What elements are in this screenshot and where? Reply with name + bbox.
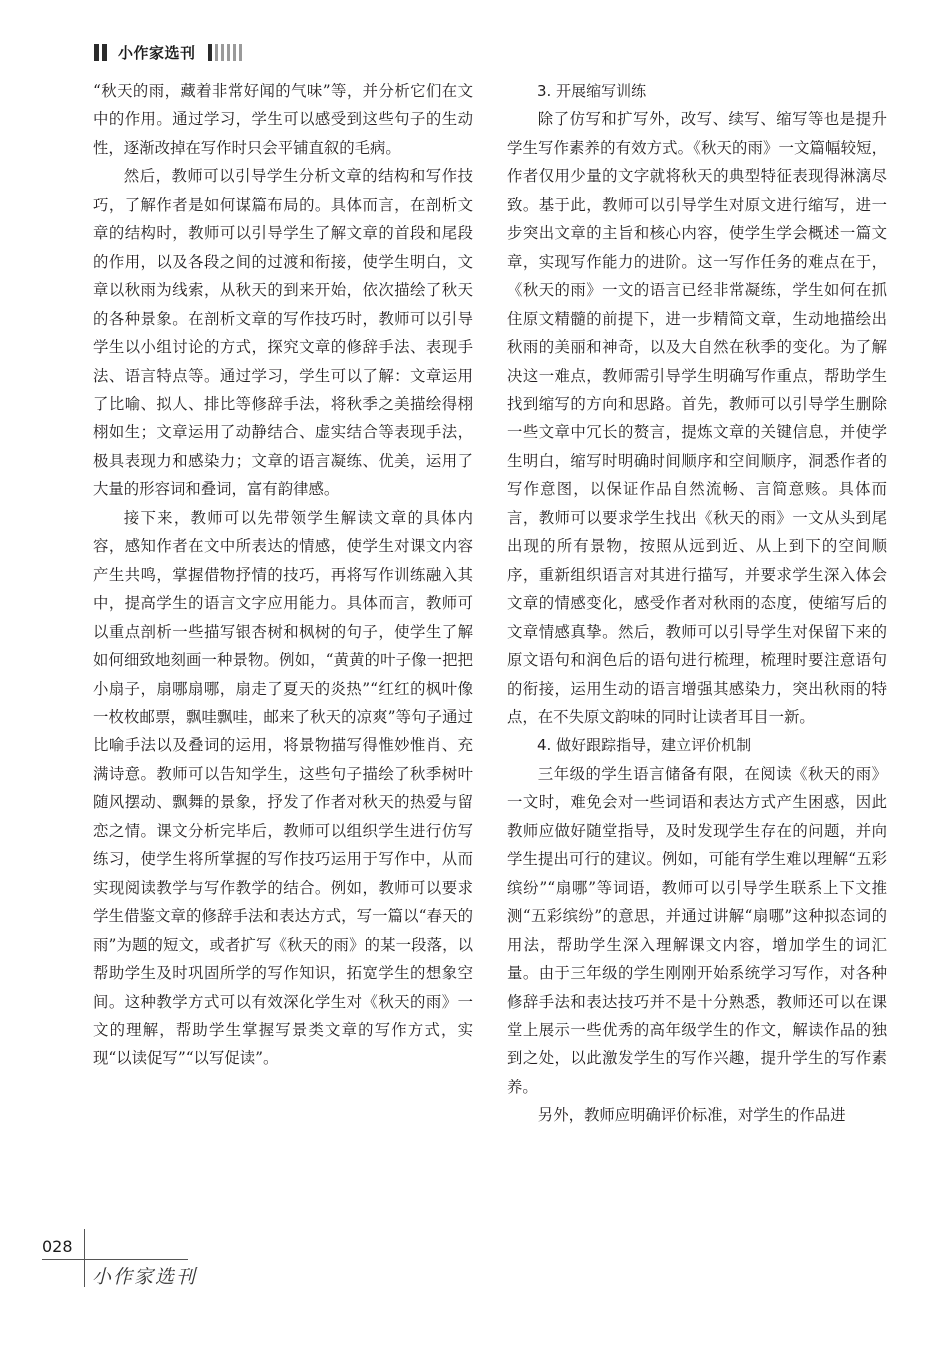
page-number: 028 <box>42 1237 73 1256</box>
paragraph: 三年级的学生语言储备有限，在阅读《秋天的雨》一文时，难免会对一些词语和表达方式产生困惑，因此教师应做好随堂指导，及时发现学生存在的问题，并向学生提出可行的建议。例如，可能有学生难以理解“五彩缤纷”“扇哪”等词语，教师可以引导学生联系上下文推测“五彩缤纷”的意思，并通过讲解“扇哪”这种拟态词的用法，帮助学生深入理解课文内容，增加学生的词汇量。由于三年级的学生刚刚开始系统学习写作，对各种修辞手法和表达技巧并不是十分熟悉，教师还可以在课堂上展示一些优秀的高年级学生的作文，解读作品的独到之处，以此激发学生的写作兴趣，提升学生的写作素养。 <box>507 764 887 1096</box>
paragraph: 然后，教师可以引导学生分析文章的结构和写作技巧，了解作者是如何谋篇布局的。具体而言，在剖析文章的结构时，教师可以引导学生了解文章的首段和尾段的作用，以及各段之间的过渡和衔接，使学生明白，文章以秋雨为线索，从秋天的到来开始，依次描绘了秋天的各种景象。在剖析文章的写作技巧时，教师可以引导学生以小组讨论的方式，探究文章的修辞手法、表现手法、语言特点等。通过学习，学生可以了解：文章运用了比喻、拟人、排比等修辞手法，将秋季之美描绘得栩栩如生；文章运用了动静结合、虚实结合等表现手法，极具表现力和感染力；文章的语言凝练、优美，运用了大量的形容词和叠词，富有韵律感。 <box>93 167 473 499</box>
paragraph: “秋天的雨，藏着非常好闻的气味”等，并分析它们在文中的作用。通过学习，学生可以感受到这些句子的生动性，逐渐改掉在写作时只会平铺直叙的毛病。 <box>93 82 473 157</box>
paragraph: 接下来，教师可以先带领学生解读文章的具体内容，感知作者在文中所表达的情感，使学生对课文内容产生共鸣，掌握借物抒情的技巧，再将写作训练融入其中，提高学生的语言文字应用能力。具体而言，教师可以重点剖析一些描写银杏树和枫树的句子，使学生了解如何细致地刻画一种景物。例如，“黄黄的叶子像一把把小扇子，扇哪扇哪，扇走了夏天的炎热”“红红的枫叶像一枚枚邮票，飘哇飘哇，邮来了秋天的凉爽”等句子通过比喻手法以及叠词的运用，将景物描写得惟妙惟肖、充满诗意。教师可以告知学生，这些句子描绘了秋季树叶随风摆动、飘舞的景象，抒发了作者对秋天的热爱与留恋之情。课文分析完毕后，教师可以组织学生进行仿写练习，使学生将所掌握的写作技巧运用于写作中，从而实现阅读教学与写作教学的结合。例如，教师可以要求学生借鉴文章的修辞手法和表达方式，写一篇以“春天的雨”为题的短文，或者扩写《秋天的雨》的某一段落，以帮助学生及时巩固所学的写作知识，拓宽学生的想象空间。这种教学方式可以有效深化学生对《秋天的雨》一文的理解，帮助学生掌握写景类文章的写作方式，实现“以读促写”“以写促读”。 <box>93 508 473 1068</box>
footer-divider-vertical <box>84 1229 85 1287</box>
magazine-name: 小作家选刊 <box>118 43 196 62</box>
section-heading-4: 4. 做好跟踪指导，建立评价机制 <box>537 736 752 755</box>
running-header <box>94 40 245 64</box>
footer-logo: 小作家选刊 <box>92 1266 198 1288</box>
header-bars-right-icon <box>208 44 245 61</box>
right-column <box>507 77 887 1130</box>
paragraph: 另外，教师应明确评价标准，对学生的作品进 <box>537 1106 846 1125</box>
left-column <box>93 77 473 1073</box>
paragraph: 除了仿写和扩写外，改写、续写、缩写等也是提升学生写作素养的有效方式。《秋天的雨》一文篇幅较短，作者仅用少量的文字就将秋天的典型特征表现得淋漓尽致。基于此，教师可以引导学生对原文进行缩写，进一步突出文章的主旨和核心内容，使学生学会概述一篇文章，实现写作能力的进阶。这一写作任务的难点在于，《秋天的雨》一文的语言已经非常凝练，学生如何在抓住原文精髓的前提下，进一步精简文章，生动地描绘出秋雨的美丽和神奇，以及大自然在秋季的变化。为了解决这一难点，教师需引导学生明确写作重点，帮助学生找到缩写的方向和思路。首先，教师可以引导学生删除一些文章中冗长的赘言，提炼文章的关键信息，并使学生明白，缩写时明确时间顺序和空间顺序，洞悉作者的写作意图，以保证作品自然流畅、言简意赅。具体而言，教师可以要求学生找出《秋天的雨》一文从头到尾出现的所有景物，按照从远到近、从上到下的空间顺序，重新组织语言对其进行描写，并要求学生深入体会文章的情感变化，感受作者对秋雨的态度，使缩写后的文章情感真挚。然后，教师可以引导学生对保留下来的原文语句和润色后的语句进行梳理，梳理时要注意语句的衔接，运用生动的语言增强其感染力，突出秋雨的特点，在不失原文韵味的同时让读者耳目一新。 <box>507 110 887 726</box>
footer-divider-horizontal <box>42 1259 188 1260</box>
header-bars-left-icon <box>94 44 110 61</box>
section-heading-3: 3. 开展缩写训练 <box>537 82 647 100</box>
